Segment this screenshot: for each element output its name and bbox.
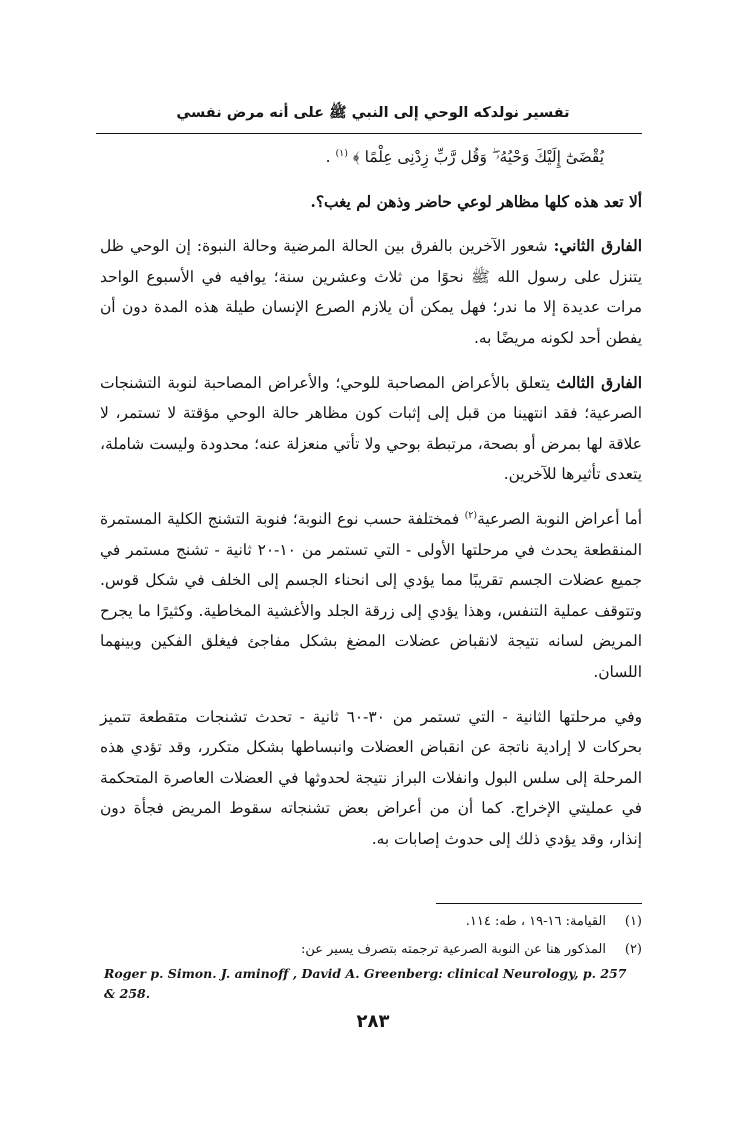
paragraph-seizure-symptoms [100,504,642,688]
footnote-2-text: المذكور هنا عن النوبة الصرعية ترجمته بتصرف يسير عن: [300,942,606,957]
seizure-symptoms-text: فمختلفة حسب نوع النوبة؛ فنوبة التشنج الكلية المستمرة المنقطعة يحدث في مرحلتها الأولى - التي تستمر من ١٠-٢٠ ثانية - تشنج مستمر في جميع عضلات الجسم تقريبًا مما يؤدي إلى انحناء الجسم إلى الخلف في شكل قوس. وتتوقف عملية التنفس، وهذا يؤدي إلى زرقة الجلد والأغشية المخاطية. وكثيرًا ما يجرح المريض لسانه نتيجة لانقباض عضلات المضغ بشكل مفاجئ فيغلق الفكين وبينهما اللسان. [100,509,642,681]
footnote-ref-2[interactable]: (٢) [464,509,478,521]
footnote-1-text: القيامة: ١٦-١٩ ، طه: ١١٤. [465,914,606,929]
paragraph-third-difference [100,368,642,490]
footnotes [104,911,642,1004]
question-paragraph [100,187,642,218]
question-text: ألا تعد هذه كلها مظاهر لوعي حاضر وذهن لم يغب؟. [310,192,642,211]
footnote-2-latin-citation: Roger p. Simon. J. aminoff , David A. Greenberg: clinical Neurology, p. 257 & 258. [104,966,627,1001]
footnote-2-mark: (٢) [624,942,642,957]
second-difference-text: شعور الآخرين بالفرق بين الحالة المرضية وحالة النبوة: إن الوحي ظل يتنزل على رسول الله ﷺ نحوًا من ثلاث وعشرين سنة؛ يوافيه في الأسبوع الواحد مرات عديدة إلا ما ندر؛ فهل يمكن أن يلازم الصرع الإنسان طيلة هذه المدة دون أن يفطن أحد لكونه مريضًا به. [100,237,642,347]
footnote-1-mark: (١) [624,914,642,929]
quran-verse-end: . [325,148,331,166]
running-header: تفسير نولدكه الوحي إلى النبي ﷺ على أنه مرض نفسي [176,105,570,121]
paragraph-second-stage [100,702,642,855]
paragraph-second-difference [100,231,642,353]
quran-verse-text: يُقْضَىٰٓ إِلَيْكَ وَحْيُهُۥ ۖ وَقُل رَّبِّ زِدْنِى عِلْمًا [364,148,604,166]
third-difference-text: يتعلق بالأعراض المصاحبة للوحي؛ والأعراض المصاحبة لنوبة التشنجات الصرعية؛ فقد انتهينا من قبل إلى إثبات كون مظاهر حالة الوحي مؤقتة لا تستمر، لا علاقة لها بمرض أو بصحة، مرتبطة بوحي ولا تأتي منعزلة عنه؛ محدودة وليست شاملة، يتعدى تأثيرها للآخرين. [100,373,642,484]
footnote-ref-1[interactable]: (١) [335,147,348,159]
quran-verse-line [100,142,642,173]
header-rule [96,133,642,134]
quran-verse-close: ﴾ [352,148,360,166]
footnote-2 [104,939,642,961]
page-number: ٢٨٣ [356,1011,390,1032]
second-stage-text: وفي مرحلتها الثانية - التي تستمر من ٣٠-٦٠ ثانية - تحدث تشنجات متقطعة تتميز بحركات لا إرادية ناتجة عن انقباض العضلات وانبساطها بشكل متكرر، وقد تؤدي هذه المرحلة إلى سلس البول وانفلات البراز نتيجة لحدوثها في العضلات العاصرة المتحكمة في عمليتي الإخراج. كما أن من أعراض بعض تشنجاته سقوط المريض فجأة دون إنذار، وقد يؤدي ذلك إلى حدوث إصابات به. [100,707,642,848]
second-difference-heading: الفارق الثاني: [553,237,642,256]
main-text [100,142,642,868]
seizure-symptoms-start: أما أعراض النوبة الصرعية [477,509,643,528]
third-difference-heading: الفارق الثالث [556,373,642,392]
footnote-rule [436,903,642,904]
footnote-1 [104,911,642,933]
